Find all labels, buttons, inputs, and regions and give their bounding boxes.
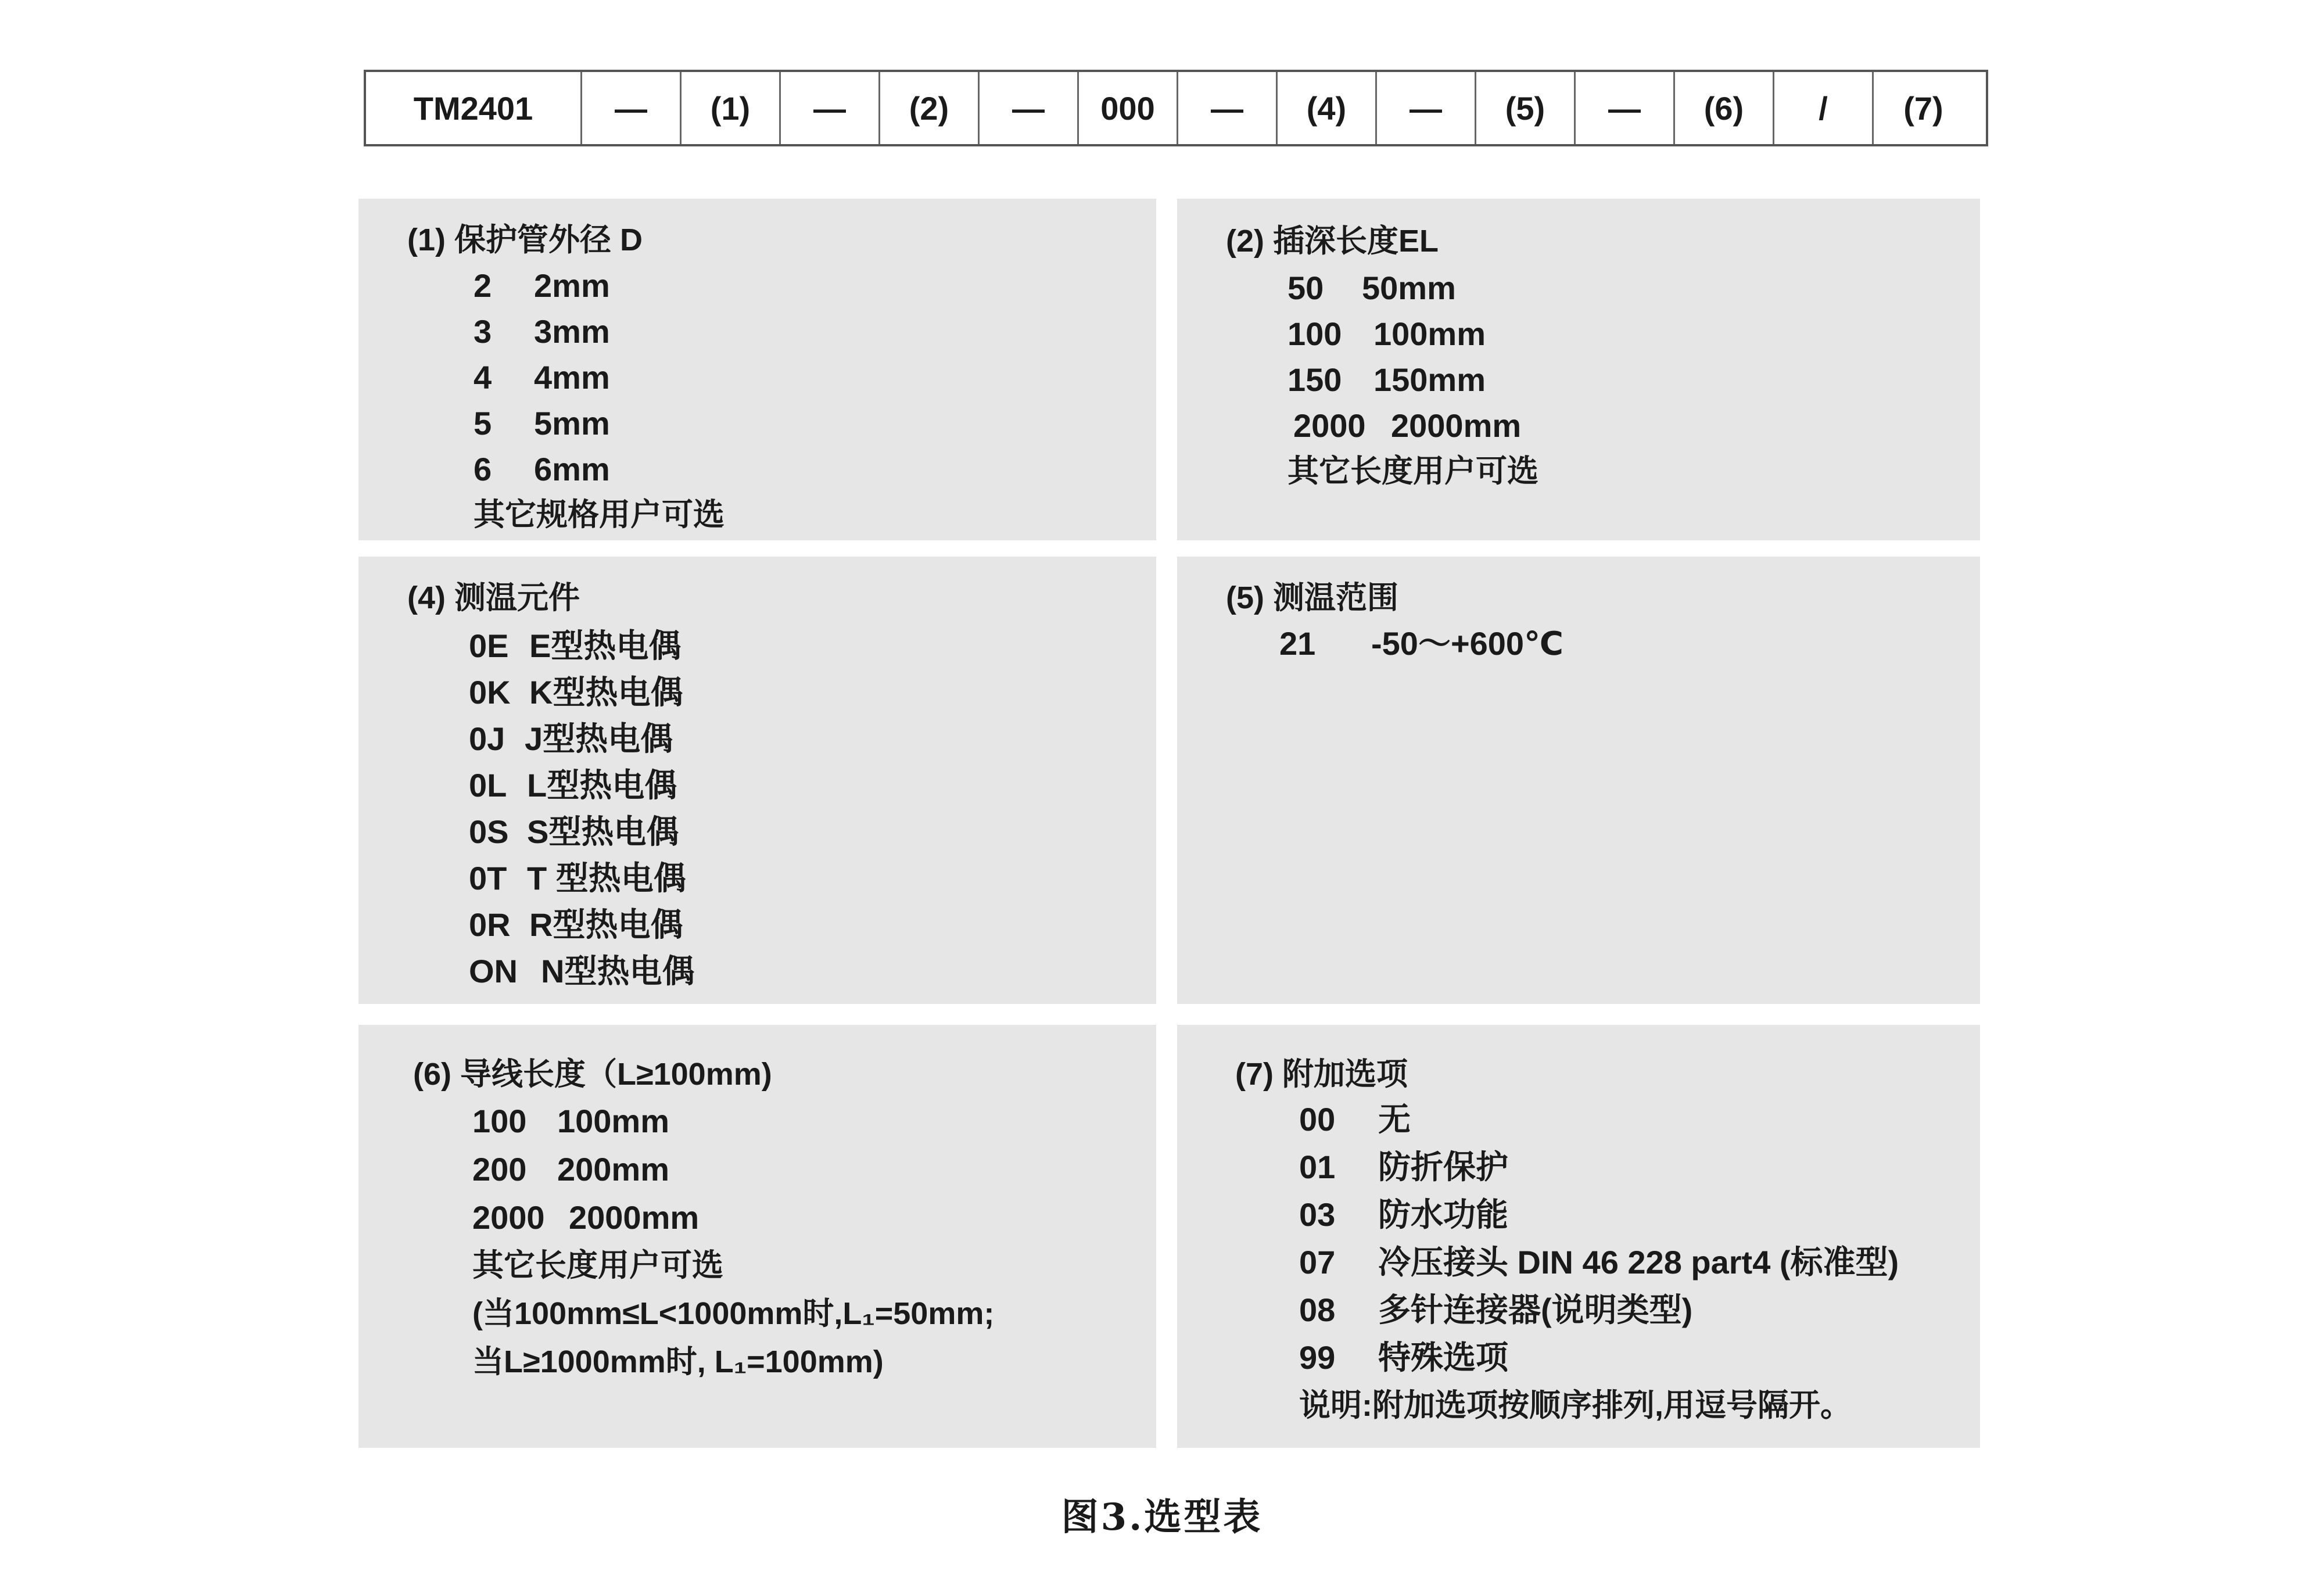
option-code: 4 [474,359,492,396]
panel-note: (当100mm≤L<1000mm时,L₁=50mm; [472,1296,995,1331]
option-code: 3 [474,313,492,350]
option-desc: 2mm [534,267,610,304]
list-item [469,716,694,762]
panel-title: (4) 测温元件 [407,580,580,615]
panel-insertion-depth [1177,199,1980,540]
list-item [1299,1334,1899,1382]
option-desc: 4mm [534,359,610,396]
list-item [474,309,725,354]
option-desc: 防水功能 [1378,1196,1508,1233]
code-segment-6: (6) [1675,72,1774,144]
model-code-strip [364,70,1988,146]
code-separator-slash: / [1774,72,1874,144]
option-code: 5 [474,405,492,442]
list-item [1299,1143,1899,1191]
option-list [1279,620,1563,667]
code-separator: — [781,72,880,144]
list-item [1299,1382,1899,1429]
panel-note: 其它长度用户可选 [1287,454,1538,489]
code-segment-4: (4) [1278,72,1377,144]
panel-title: (2) 插深长度EL [1226,224,1439,259]
code-segment-2: (2) [880,72,980,144]
panel-temperature-range [1177,557,1980,1004]
list-item [1287,357,1538,403]
list-item [472,1290,994,1338]
option-list [1299,1096,1899,1429]
option-code: 50 [1287,270,1324,306]
option-code: 0T [469,860,507,896]
panel-lead-length [358,1025,1156,1448]
option-code: 08 [1299,1292,1336,1328]
option-desc: 多针连接器(说明类型) [1378,1292,1693,1328]
list-item [469,809,694,855]
option-desc: T 型热电偶 [527,860,686,896]
panel-note: 当L≥1000mm时, L₁=100mm) [472,1344,884,1379]
list-item [474,492,725,538]
list-item [1287,403,1538,449]
option-desc: S型热电偶 [527,813,679,850]
option-code: 2000 [472,1199,545,1236]
code-separator: — [980,72,1079,144]
list-item [1287,265,1538,311]
list-item [1299,1191,1899,1239]
code-segment-7: (7) [1903,89,1943,127]
list-item [1287,449,1538,494]
option-desc: R型热电偶 [529,906,683,943]
code-segment-3: 000 [1079,72,1178,144]
list-item [474,446,725,492]
option-list [469,623,694,995]
option-code: 0S [469,813,509,850]
option-code: 0K [469,674,511,711]
list-item [474,354,725,400]
option-code: 00 [1299,1101,1336,1138]
option-code: 6 [474,451,492,487]
list-item [469,623,694,669]
list-item [472,1338,994,1386]
panel-title: (5) 测温范围 [1226,580,1398,615]
figure-caption: 图3.选型表 [1061,1495,1263,1539]
option-code: 01 [1299,1149,1336,1185]
option-desc: J型热电偶 [525,720,673,757]
option-desc: 冷压接头 DIN 46 228 part4 (标准型) [1378,1244,1899,1280]
panel-note: 说明:附加选项按顺序排列,用逗号隔开。 [1299,1388,1852,1423]
option-code: 99 [1299,1339,1336,1376]
option-desc: E型热电偶 [529,627,682,664]
option-desc: 防折保护 [1378,1149,1508,1185]
panel-title: (7) 附加选项 [1235,1057,1408,1092]
option-code: 03 [1299,1196,1336,1233]
option-desc: 2000mm [1391,407,1522,444]
option-code: ON [469,953,518,989]
option-desc: K型热电偶 [529,674,683,711]
option-desc: 特殊选项 [1378,1339,1508,1376]
option-code: 2000 [1293,407,1366,444]
list-item [469,948,694,995]
list-item [469,669,694,716]
panel-title: (6) 导线长度（L≥100mm) [413,1057,772,1092]
list-item [472,1145,994,1193]
option-desc: 3mm [534,313,610,350]
option-code: 0J [469,720,505,757]
panel-outer-diameter [358,199,1156,540]
list-item [474,263,725,309]
panel-additional-options [1177,1025,1980,1448]
panel-note: 其它规格用户可选 [474,497,725,532]
list-item [472,1097,994,1145]
option-desc: 无 [1378,1101,1411,1138]
option-desc: 5mm [534,405,610,442]
list-item [1299,1286,1899,1334]
list-item [469,762,694,809]
code-segment-base: TM2401 [366,72,582,144]
list-item [1279,620,1563,667]
list-item [472,1242,994,1290]
panel-sensing-element [358,557,1156,1004]
option-code: 150 [1287,361,1342,398]
option-code: 200 [472,1151,527,1188]
list-item [474,400,725,446]
option-desc: 200mm [557,1151,670,1188]
list-item [1299,1239,1899,1286]
option-code: 07 [1299,1244,1336,1280]
option-desc: 150mm [1373,361,1486,398]
option-code: 100 [472,1103,527,1139]
list-item [1299,1096,1899,1143]
panel-note: 其它长度用户可选 [472,1248,723,1283]
code-segment-5: (5) [1476,72,1576,144]
option-desc: 50mm [1362,270,1456,306]
option-desc: 100mm [557,1103,670,1139]
code-separator: — [582,72,682,144]
option-list [474,263,725,538]
code-segment-1: (1) [682,72,781,144]
option-desc: 2000mm [569,1199,700,1236]
option-code: 100 [1287,315,1342,352]
option-code: 2 [474,267,492,304]
option-desc: L型热电偶 [527,767,677,804]
list-item [472,1193,994,1242]
code-separator: — [1178,72,1278,144]
option-desc: N型热电偶 [541,953,695,989]
code-separator: — [1576,72,1675,144]
option-desc: -50～+600℃ [1371,625,1563,662]
code-separator: — [1377,72,1476,144]
option-desc: 6mm [534,451,610,487]
option-code: 0E [469,627,509,664]
option-list [472,1097,994,1386]
list-item [469,855,694,902]
panel-title: (1) 保护管外径 D [407,223,643,257]
option-list [1287,265,1538,494]
option-code: 0L [469,767,507,804]
list-item [1287,311,1538,357]
option-desc: 100mm [1373,315,1486,352]
list-item [469,902,694,948]
option-code: 21 [1279,625,1316,662]
option-code: 0R [469,906,511,943]
